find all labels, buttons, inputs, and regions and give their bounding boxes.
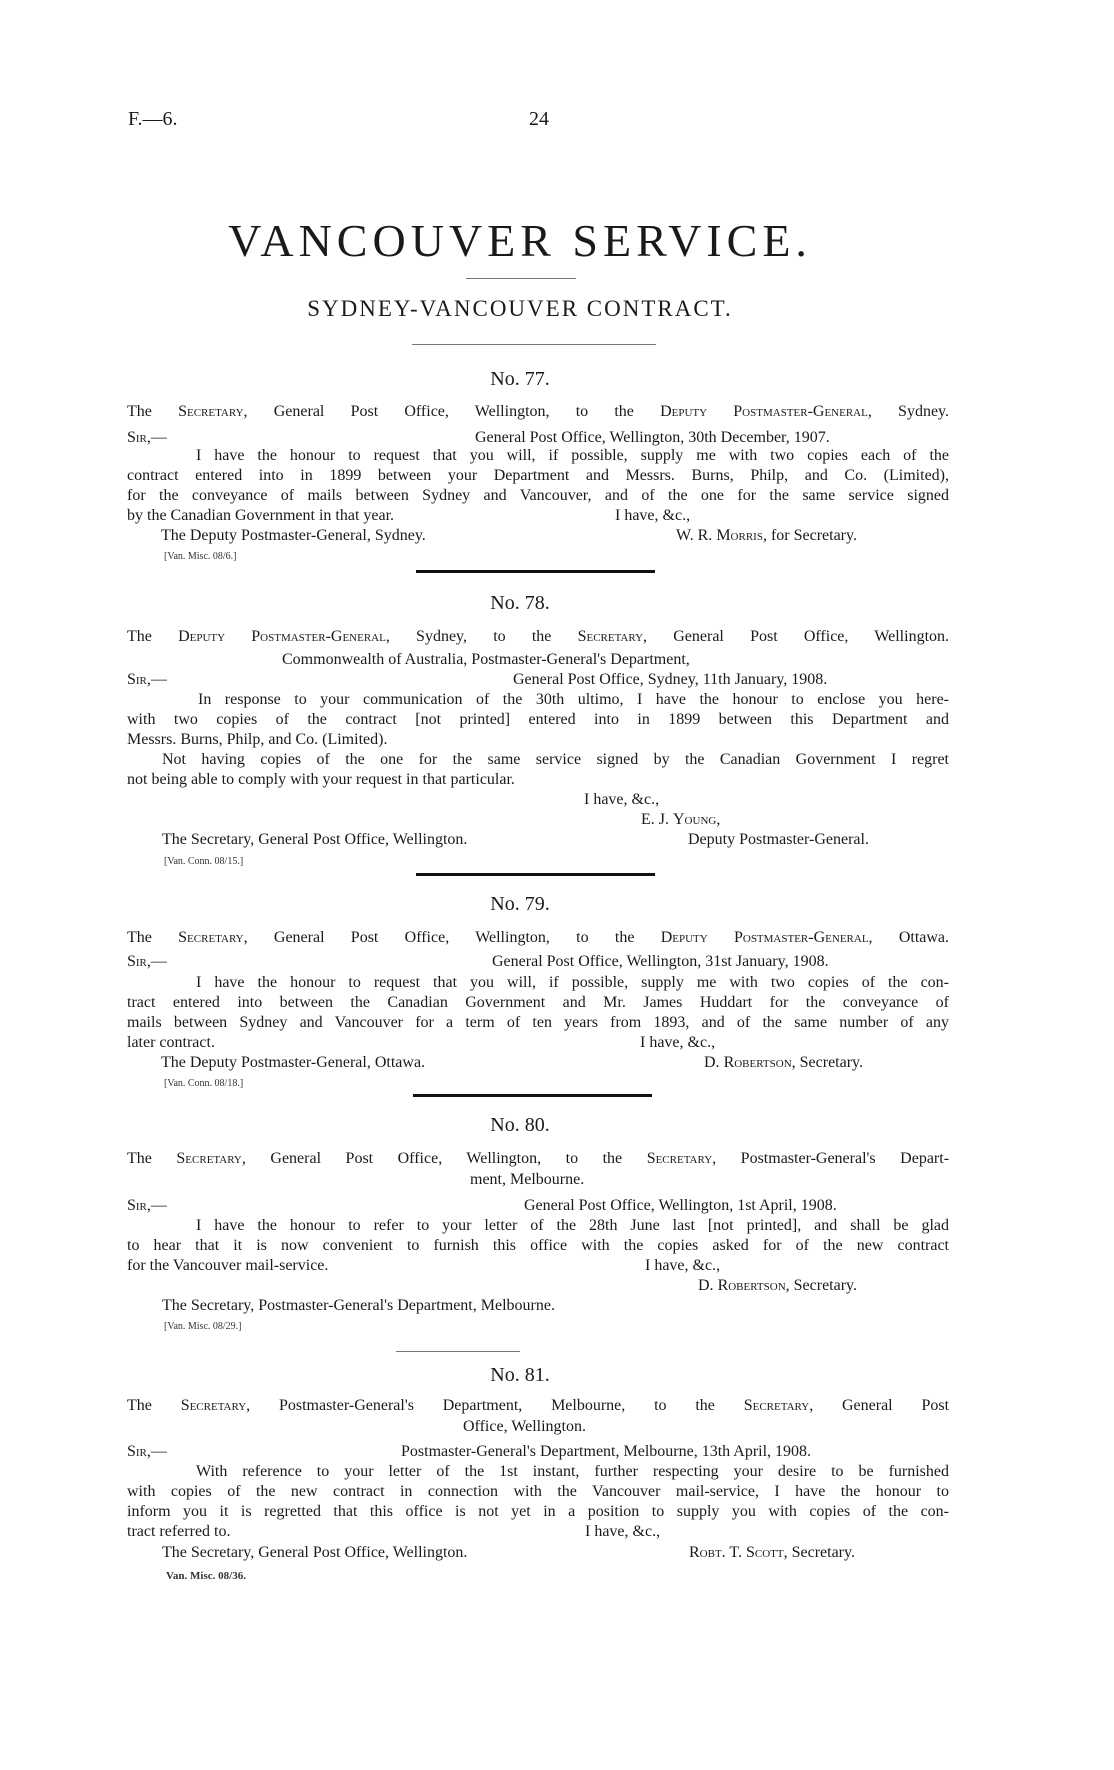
letter-parties: The Deputy Postmaster-General, Sydney, to the Secretary, General Post Office, Wellington. <box>127 628 950 645</box>
closing: I have, &c., <box>645 1257 721 1274</box>
signature: D. Robertson, Secretary. <box>704 1054 864 1071</box>
letter-parties: The Secretary, General Post Office, Wellington, to the Secretary, Postmaster-General's Depart- <box>127 1150 950 1167</box>
subtitle-divider <box>412 344 656 345</box>
body-line: tract entered into between the Canadian Government and Mr. James Huddart for the conveyance of <box>127 994 949 1011</box>
signature: Robt. T. Scott, Secretary. <box>689 1544 855 1561</box>
body-line: In response to your communication of the 30th ultimo, I have the honour to enclose you here- <box>198 691 949 708</box>
file-reference: [Van. Conn. 08/18.] <box>164 1078 244 1089</box>
addressee: The Secretary, General Post Office, Wellington. <box>162 831 468 848</box>
letter-number: No. 81. <box>490 1364 550 1386</box>
closing: I have, &c., <box>585 1523 661 1540</box>
body-line: Messrs. Burns, Philp, and Co. (Limited). <box>127 731 388 748</box>
letter-parties: The Secretary, Postmaster-General's Department, Melbourne, to the Secretary, General Post <box>127 1397 950 1414</box>
letter-number: No. 77. <box>490 368 550 390</box>
page-number: 24 <box>529 108 549 130</box>
salutation: Sir,— <box>127 1197 167 1214</box>
body-line: I have the honour to request that you will, if possible, supply me with two copies each of the <box>196 447 949 464</box>
letter-parties: The Secretary, General Post Office, Wellington, to the Deputy Postmaster-General, Sydney. <box>127 403 950 420</box>
addressee: The Secretary, Postmaster-General's Department, Melbourne. <box>162 1297 555 1314</box>
file-reference: Van. Misc. 08/36. <box>166 1570 246 1582</box>
file-reference: [Van. Conn. 08/15.] <box>164 856 244 867</box>
signature: W. R. Morris, for Secretary. <box>676 527 857 544</box>
body-line: with copies of the new contract in connection with the Vancouver mail-service, I have the honour to <box>127 1483 949 1500</box>
letter-parties-continued: Office, Wellington. <box>463 1418 586 1435</box>
title-divider <box>466 278 576 279</box>
salutation: Sir,— <box>127 953 167 970</box>
file-reference: [Van. Misc. 08/29.] <box>164 1321 242 1332</box>
section-divider <box>396 1351 520 1352</box>
sender-address: General Post Office, Wellington, 30th December, 1907. <box>475 429 830 446</box>
letter-number: No. 78. <box>490 592 550 614</box>
letter-number: No. 79. <box>490 893 550 915</box>
salutation: Sir,— <box>127 1443 167 1460</box>
body-line: I have the honour to request that you will, if possible, supply me with two copies of the con- <box>196 974 949 991</box>
closing: I have, &c., <box>584 791 660 808</box>
page-title: VANCOUVER SERVICE. <box>228 215 812 266</box>
signature-title: Deputy Postmaster-General. <box>688 831 869 848</box>
body-line: With reference to your letter of the 1st instant, further respecting your desire to be furnished <box>196 1463 949 1480</box>
addressee: The Secretary, General Post Office, Wellington. <box>162 1544 468 1561</box>
body-line: to hear that it is now convenient to furnish this office with the copies asked for of the new contract <box>127 1237 949 1254</box>
addressee: The Deputy Postmaster-General, Sydney. <box>161 527 426 544</box>
section-divider <box>416 873 655 876</box>
file-reference: [Van. Misc. 08/6.] <box>164 551 237 562</box>
body-line: contract entered into in 1899 between your Department and Messrs. Burns, Philp, and Co. (Limited), <box>127 467 949 484</box>
sender-origin: Commonwealth of Australia, Postmaster-General's Department, <box>282 651 690 668</box>
signature-name: E. J. Young, <box>641 811 721 828</box>
body-line: mails between Sydney and Vancouver for a term of ten years from 1893, and of the same number of any <box>127 1014 949 1031</box>
body-line: Not having copies of the one for the same service signed by the Canadian Government I regret <box>162 751 949 768</box>
page-subtitle: SYDNEY-VANCOUVER CONTRACT. <box>307 296 733 321</box>
sender-address: General Post Office, Wellington, 31st January, 1908. <box>492 953 829 970</box>
signature: D. Robertson, Secretary. <box>698 1277 858 1294</box>
body-line: not being able to comply with your request in that particular. <box>127 771 515 788</box>
letter-number: No. 80. <box>490 1114 550 1136</box>
body-line: for the Vancouver mail-service. <box>127 1257 329 1274</box>
salutation: Sir,— <box>127 429 167 446</box>
body-line: tract referred to. <box>127 1523 231 1540</box>
addressee: The Deputy Postmaster-General, Ottawa. <box>161 1054 426 1071</box>
sender-address: Postmaster-General's Department, Melbourne, 13th April, 1908. <box>401 1443 812 1460</box>
document-reference: F.—6. <box>128 108 178 130</box>
body-line: by the Canadian Government in that year. <box>127 507 395 524</box>
body-line: I have the honour to refer to your letter of the 28th June last [not printed], and shall be glad <box>196 1217 949 1234</box>
sender-address: General Post Office, Sydney, 11th January, 1908. <box>513 671 828 688</box>
closing: I have, &c., <box>640 1034 716 1051</box>
letter-parties: The Secretary, General Post Office, Wellington, to the Deputy Postmaster-General, Ottawa. <box>127 929 950 946</box>
body-line: inform you it is regretted that this office is not yet in a position to supply you with copies of the con- <box>127 1503 949 1520</box>
salutation: Sir,— <box>127 671 167 688</box>
section-divider <box>413 1094 652 1097</box>
body-line: with two copies of the contract [not printed] entered into in 1899 between this Department and <box>127 711 949 728</box>
body-line: later contract. <box>127 1034 215 1051</box>
sender-address: General Post Office, Wellington, 1st April, 1908. <box>524 1197 837 1214</box>
closing: I have, &c., <box>615 507 691 524</box>
letter-parties-continued: ment, Melbourne. <box>470 1171 585 1188</box>
body-line: for the conveyance of mails between Sydney and Vancouver, and of the one for the same service signed <box>127 487 949 504</box>
section-divider <box>416 570 655 573</box>
